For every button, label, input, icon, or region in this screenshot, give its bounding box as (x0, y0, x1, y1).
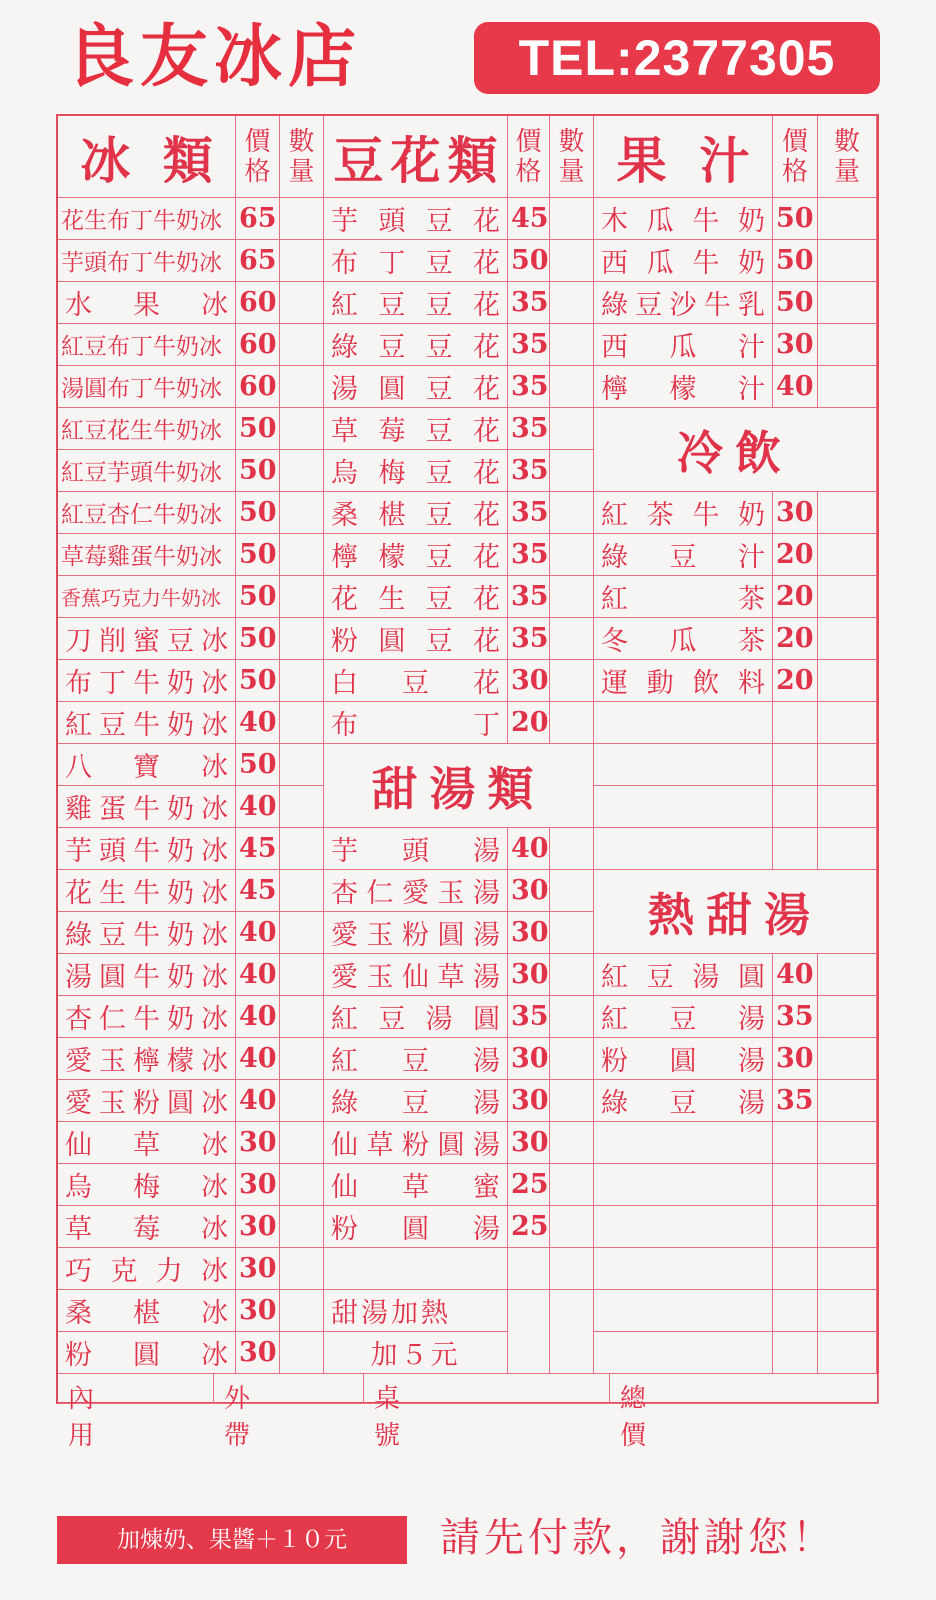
douhua-item-price: 35 (508, 618, 550, 660)
sweet-soup-item-qty (550, 1206, 594, 1248)
cold-drink-item-qty (818, 576, 877, 618)
sweet-soup-item-name: 仙 草 粉 圓 湯 (324, 1122, 508, 1164)
ice-item-price: 30 (236, 1290, 280, 1332)
condensed-milk-note: 加煉奶、果醬＋１０元 (57, 1516, 407, 1564)
douhua-item-price: 35 (508, 450, 550, 492)
blank-row-price (773, 702, 818, 744)
blank-row-name (594, 1290, 773, 1332)
juice-item-qty (818, 324, 877, 366)
blank-row-price (773, 786, 818, 828)
ice-item-price: 60 (236, 324, 280, 366)
ice-item-name: 愛 玉 檸 檬 冰 (58, 1038, 236, 1080)
hot-soup-section-title: 熱甜湯 (594, 870, 877, 954)
douhua-item-qty (550, 408, 594, 450)
qty-header-2: 數 量 (550, 116, 594, 198)
heat-note-line2: 加５元 (324, 1332, 508, 1374)
ice-item-price: 50 (236, 660, 280, 702)
ice-item-price: 40 (236, 1080, 280, 1122)
price-header-3: 價 格 (773, 116, 818, 198)
blank-row-qty (818, 1122, 877, 1164)
blank-row-price (773, 828, 818, 870)
douhua-item-name: 粉 圓 豆 花 (324, 618, 508, 660)
sweet-soup-item-name: 綠 豆 湯 (324, 1080, 508, 1122)
cold-drink-item-name: 綠 豆 汁 (594, 534, 773, 576)
blank-row-qty (550, 1248, 594, 1290)
menu-grid (56, 114, 879, 1451)
ice-item-price: 40 (236, 702, 280, 744)
blank-row-price (773, 744, 818, 786)
ice-item-qty (280, 324, 324, 366)
ice-item-name: 紅豆杏仁牛奶冰 (58, 492, 236, 534)
blank-row-qty (818, 1164, 877, 1206)
douhua-item-name: 桑 椹 豆 花 (324, 492, 508, 534)
douhua-item-qty (550, 702, 594, 744)
ice-item-qty (280, 1290, 324, 1332)
douhua-item-qty (550, 282, 594, 324)
ice-item-price: 45 (236, 870, 280, 912)
hot-soup-item-name: 綠 豆 湯 (594, 1080, 773, 1122)
juice-item-price: 30 (773, 324, 818, 366)
ice-item-price: 45 (236, 828, 280, 870)
douhua-item-price: 45 (508, 198, 550, 240)
ice-item-name: 雞 蛋 牛 奶 冰 (58, 786, 236, 828)
sweet-soup-item-name: 芋 頭 湯 (324, 828, 508, 870)
ice-item-qty (280, 1038, 324, 1080)
ice-item-qty (280, 366, 324, 408)
ice-item-price: 50 (236, 618, 280, 660)
sweet-soup-item-qty (550, 828, 594, 870)
douhua-item-price: 35 (508, 492, 550, 534)
ice-item-name: 草 莓 冰 (58, 1206, 236, 1248)
douhua-item-name: 烏 梅 豆 花 (324, 450, 508, 492)
juice-item-name: 木 瓜 牛 奶 (594, 198, 773, 240)
juice-item-price: 50 (773, 198, 818, 240)
ice-item-qty (280, 576, 324, 618)
ice-item-name: 愛 玉 粉 圓 冰 (58, 1080, 236, 1122)
ice-item-price: 50 (236, 576, 280, 618)
douhua-item-price: 50 (508, 240, 550, 282)
price-header-2: 價 格 (508, 116, 550, 198)
douhua-item-name: 紅 豆 豆 花 (324, 282, 508, 324)
cold-drink-item-price: 20 (773, 660, 818, 702)
ice-item-price: 30 (236, 1206, 280, 1248)
sweet-soup-item-qty (550, 1122, 594, 1164)
sweet-soup-item-price: 30 (508, 954, 550, 996)
blank-row-qty (818, 1206, 877, 1248)
blank-row-qty (818, 1290, 877, 1332)
blank-row-qty (818, 702, 877, 744)
blank-row-name (594, 702, 773, 744)
ice-item-qty (280, 1206, 324, 1248)
douhua-item-qty (550, 534, 594, 576)
sweet-soup-item-qty (550, 870, 594, 912)
ice-item-name: 紅豆芋頭牛奶冰 (58, 450, 236, 492)
douhua-item-name: 湯 圓 豆 花 (324, 366, 508, 408)
ice-item-name: 烏 梅 冰 (58, 1164, 236, 1206)
ice-item-name: 粉 圓 冰 (58, 1332, 236, 1374)
blank-row-price (508, 1248, 550, 1290)
ice-item-qty (280, 282, 324, 324)
juice-item-price: 40 (773, 366, 818, 408)
blank-row-name (594, 1332, 773, 1374)
blank-row-price (773, 1290, 818, 1332)
ice-item-qty (280, 744, 324, 786)
ice-item-price: 50 (236, 744, 280, 786)
blank-row-price (773, 1206, 818, 1248)
cold-drink-item-qty (818, 660, 877, 702)
sweet-soup-item-qty (550, 912, 594, 954)
ice-item-name: 水 果 冰 (58, 282, 236, 324)
heat-note-qty (550, 1290, 594, 1374)
ice-item-qty (280, 996, 324, 1038)
hot-soup-item-name: 紅 豆 湯 圓 (594, 954, 773, 996)
blank-row-price (773, 1122, 818, 1164)
takeout-box: 外 帶 (214, 1374, 364, 1404)
cold-drink-item-qty (818, 534, 877, 576)
ice-item-name: 桑 椹 冰 (58, 1290, 236, 1332)
cold-drink-item-price: 20 (773, 576, 818, 618)
ice-item-name: 花 生 牛 奶 冰 (58, 870, 236, 912)
ice-item-qty (280, 618, 324, 660)
ice-item-qty (280, 912, 324, 954)
ice-item-name: 紅豆花生牛奶冰 (58, 408, 236, 450)
hot-soup-item-qty (818, 1080, 877, 1122)
ice-item-name: 湯圓布丁牛奶冰 (58, 366, 236, 408)
ice-item-price: 40 (236, 996, 280, 1038)
hot-soup-item-price: 40 (773, 954, 818, 996)
juice-item-name: 綠 豆 沙 牛 乳 (594, 282, 773, 324)
ice-item-price: 40 (236, 786, 280, 828)
ice-item-qty (280, 534, 324, 576)
cold-drink-item-name: 運 動 飲 料 (594, 660, 773, 702)
ice-item-qty (280, 408, 324, 450)
ice-item-qty (280, 492, 324, 534)
sweet-soup-section-title: 甜湯類 (324, 744, 594, 828)
sweet-soup-item-price: 30 (508, 870, 550, 912)
ice-item-qty (280, 828, 324, 870)
hot-soup-item-price: 35 (773, 1080, 818, 1122)
column-header-2: 豆 花 類 (324, 116, 508, 198)
sweet-soup-item-qty (550, 1038, 594, 1080)
ice-item-name: 仙 草 冰 (58, 1122, 236, 1164)
sweet-soup-item-qty (550, 996, 594, 1038)
ice-item-price: 65 (236, 198, 280, 240)
heat-note-line1: 甜湯加熱 (324, 1290, 508, 1332)
blank-row-qty (818, 786, 877, 828)
phone-number: TEL:2377305 (474, 22, 880, 94)
cold-drink-item-qty (818, 618, 877, 660)
ice-item-price: 30 (236, 1122, 280, 1164)
ice-item-price: 30 (236, 1164, 280, 1206)
ice-item-price: 50 (236, 534, 280, 576)
ice-item-qty (280, 786, 324, 828)
hot-soup-item-price: 35 (773, 996, 818, 1038)
juice-item-qty (818, 282, 877, 324)
juice-item-qty (818, 240, 877, 282)
blank-row-name (594, 1248, 773, 1290)
blank-row-name (324, 1248, 508, 1290)
ice-item-name: 香蕉巧克力牛奶冰 (58, 576, 236, 618)
douhua-item-price: 35 (508, 282, 550, 324)
ice-item-price: 30 (236, 1248, 280, 1290)
blank-row-price (773, 1248, 818, 1290)
juice-item-qty (818, 366, 877, 408)
douhua-item-qty (550, 492, 594, 534)
sweet-soup-item-price: 35 (508, 996, 550, 1038)
blank-row-name (594, 1164, 773, 1206)
juice-item-name: 檸 檬 汁 (594, 366, 773, 408)
ice-item-qty (280, 954, 324, 996)
column-header-3: 果 汁 (594, 116, 773, 198)
ice-item-price: 50 (236, 492, 280, 534)
ice-item-qty (280, 870, 324, 912)
ice-item-qty (280, 1122, 324, 1164)
sweet-soup-item-price: 30 (508, 1080, 550, 1122)
blank-row-qty (818, 1248, 877, 1290)
ice-item-name: 紅豆布丁牛奶冰 (58, 324, 236, 366)
juice-item-name: 西 瓜 牛 奶 (594, 240, 773, 282)
ice-item-price: 30 (236, 1332, 280, 1374)
column-header-1: 冰 類 (58, 116, 236, 198)
ice-item-price: 60 (236, 366, 280, 408)
hot-soup-item-qty (818, 1038, 877, 1080)
douhua-item-name: 草 莓 豆 花 (324, 408, 508, 450)
cold-drinks-section-title: 冷飲 (594, 408, 877, 492)
blank-row-name (594, 1122, 773, 1164)
ice-item-qty (280, 1248, 324, 1290)
douhua-item-name: 布 丁 (324, 702, 508, 744)
hot-soup-item-price: 30 (773, 1038, 818, 1080)
sweet-soup-item-name: 愛 玉 粉 圓 湯 (324, 912, 508, 954)
douhua-item-qty (550, 324, 594, 366)
ice-item-qty (280, 198, 324, 240)
douhua-item-price: 30 (508, 660, 550, 702)
qty-header-3: 數 量 (818, 116, 877, 198)
cold-drink-item-name: 紅 茶 (594, 576, 773, 618)
sweet-soup-item-name: 仙 草 蜜 (324, 1164, 508, 1206)
blank-row-price (773, 1332, 818, 1374)
ice-item-name: 芋 頭 牛 奶 冰 (58, 828, 236, 870)
ice-item-name: 八 寶 冰 (58, 744, 236, 786)
hot-soup-item-qty (818, 954, 877, 996)
pay-first-thanks: 請先付款，謝謝您！ (440, 1515, 836, 1561)
ice-item-name: 草莓雞蛋牛奶冰 (58, 534, 236, 576)
douhua-item-price: 35 (508, 576, 550, 618)
blank-row-price (773, 1164, 818, 1206)
price-header-1: 價 格 (236, 116, 280, 198)
douhua-item-name: 白 豆 花 (324, 660, 508, 702)
ice-item-qty (280, 702, 324, 744)
ice-item-name: 布 丁 牛 奶 冰 (58, 660, 236, 702)
cold-drink-item-price: 20 (773, 618, 818, 660)
ice-item-name: 紅 豆 牛 奶 冰 (58, 702, 236, 744)
sweet-soup-item-price: 40 (508, 828, 550, 870)
sweet-soup-item-qty (550, 1164, 594, 1206)
sweet-soup-item-name: 杏 仁 愛 玉 湯 (324, 870, 508, 912)
sweet-soup-item-qty (550, 954, 594, 996)
blank-row-name (594, 1206, 773, 1248)
blank-row-qty (818, 828, 877, 870)
hot-soup-item-name: 粉 圓 湯 (594, 1038, 773, 1080)
douhua-item-qty (550, 366, 594, 408)
ice-item-name: 刀 削 蜜 豆 冰 (58, 618, 236, 660)
ice-item-qty (280, 1332, 324, 1374)
douhua-item-qty (550, 576, 594, 618)
sweet-soup-item-price: 30 (508, 1122, 550, 1164)
sweet-soup-item-price: 25 (508, 1164, 550, 1206)
ice-item-price: 40 (236, 912, 280, 954)
juice-item-price: 50 (773, 240, 818, 282)
douhua-item-qty (550, 450, 594, 492)
ice-item-price: 50 (236, 408, 280, 450)
douhua-item-name: 檸 檬 豆 花 (324, 534, 508, 576)
heat-note-price (508, 1290, 550, 1374)
ice-item-price: 60 (236, 282, 280, 324)
cold-drink-item-price: 30 (773, 492, 818, 534)
blank-row-qty (818, 1332, 877, 1374)
blank-row-qty (818, 744, 877, 786)
douhua-item-price: 35 (508, 534, 550, 576)
blank-row-name (594, 786, 773, 828)
cold-drink-item-name: 紅 茶 牛 奶 (594, 492, 773, 534)
douhua-item-name: 芋 頭 豆 花 (324, 198, 508, 240)
sweet-soup-item-name: 紅 豆 湯 圓 (324, 996, 508, 1038)
ice-item-name: 綠 豆 牛 奶 冰 (58, 912, 236, 954)
douhua-item-price: 35 (508, 324, 550, 366)
sweet-soup-item-name: 紅 豆 湯 (324, 1038, 508, 1080)
hot-soup-item-name: 紅 豆 湯 (594, 996, 773, 1038)
ice-item-name: 花生布丁牛奶冰 (58, 198, 236, 240)
douhua-item-qty (550, 198, 594, 240)
ice-item-name: 巧 克 力 冰 (58, 1248, 236, 1290)
ice-item-name: 芋頭布丁牛奶冰 (58, 240, 236, 282)
ice-item-name: 湯 圓 牛 奶 冰 (58, 954, 236, 996)
juice-item-price: 50 (773, 282, 818, 324)
ice-item-price: 50 (236, 450, 280, 492)
douhua-item-qty (550, 240, 594, 282)
douhua-item-name: 布 丁 豆 花 (324, 240, 508, 282)
sweet-soup-item-name: 愛 玉 仙 草 湯 (324, 954, 508, 996)
cold-drink-item-qty (818, 492, 877, 534)
sweet-soup-item-price: 30 (508, 912, 550, 954)
cold-drink-item-price: 20 (773, 534, 818, 576)
total-price-box: 總 價 (610, 1374, 879, 1404)
ice-item-qty (280, 240, 324, 282)
qty-header-1: 數 量 (280, 116, 324, 198)
juice-item-name: 西 瓜 汁 (594, 324, 773, 366)
ice-item-qty (280, 450, 324, 492)
douhua-item-price: 20 (508, 702, 550, 744)
blank-row-name (594, 828, 773, 870)
douhua-item-name: 綠 豆 豆 花 (324, 324, 508, 366)
table-number-box: 桌 號 (364, 1374, 610, 1404)
cold-drink-item-name: 冬 瓜 茶 (594, 618, 773, 660)
sweet-soup-item-price: 25 (508, 1206, 550, 1248)
douhua-item-qty (550, 660, 594, 702)
ice-item-name: 杏 仁 牛 奶 冰 (58, 996, 236, 1038)
shop-name: 良友冰店 (66, 17, 363, 97)
sweet-soup-item-qty (550, 1080, 594, 1122)
dine-in-box: 內 用 (58, 1374, 214, 1404)
douhua-item-price: 35 (508, 366, 550, 408)
douhua-item-price: 35 (508, 408, 550, 450)
ice-item-price: 65 (236, 240, 280, 282)
ice-item-price: 40 (236, 1038, 280, 1080)
sweet-soup-item-price: 30 (508, 1038, 550, 1080)
juice-item-qty (818, 198, 877, 240)
douhua-item-name: 花 生 豆 花 (324, 576, 508, 618)
ice-item-qty (280, 1164, 324, 1206)
hot-soup-item-qty (818, 996, 877, 1038)
ice-item-price: 40 (236, 954, 280, 996)
sweet-soup-item-name: 粉 圓 湯 (324, 1206, 508, 1248)
blank-row-name (594, 744, 773, 786)
ice-item-qty (280, 660, 324, 702)
ice-item-qty (280, 1080, 324, 1122)
douhua-item-qty (550, 618, 594, 660)
